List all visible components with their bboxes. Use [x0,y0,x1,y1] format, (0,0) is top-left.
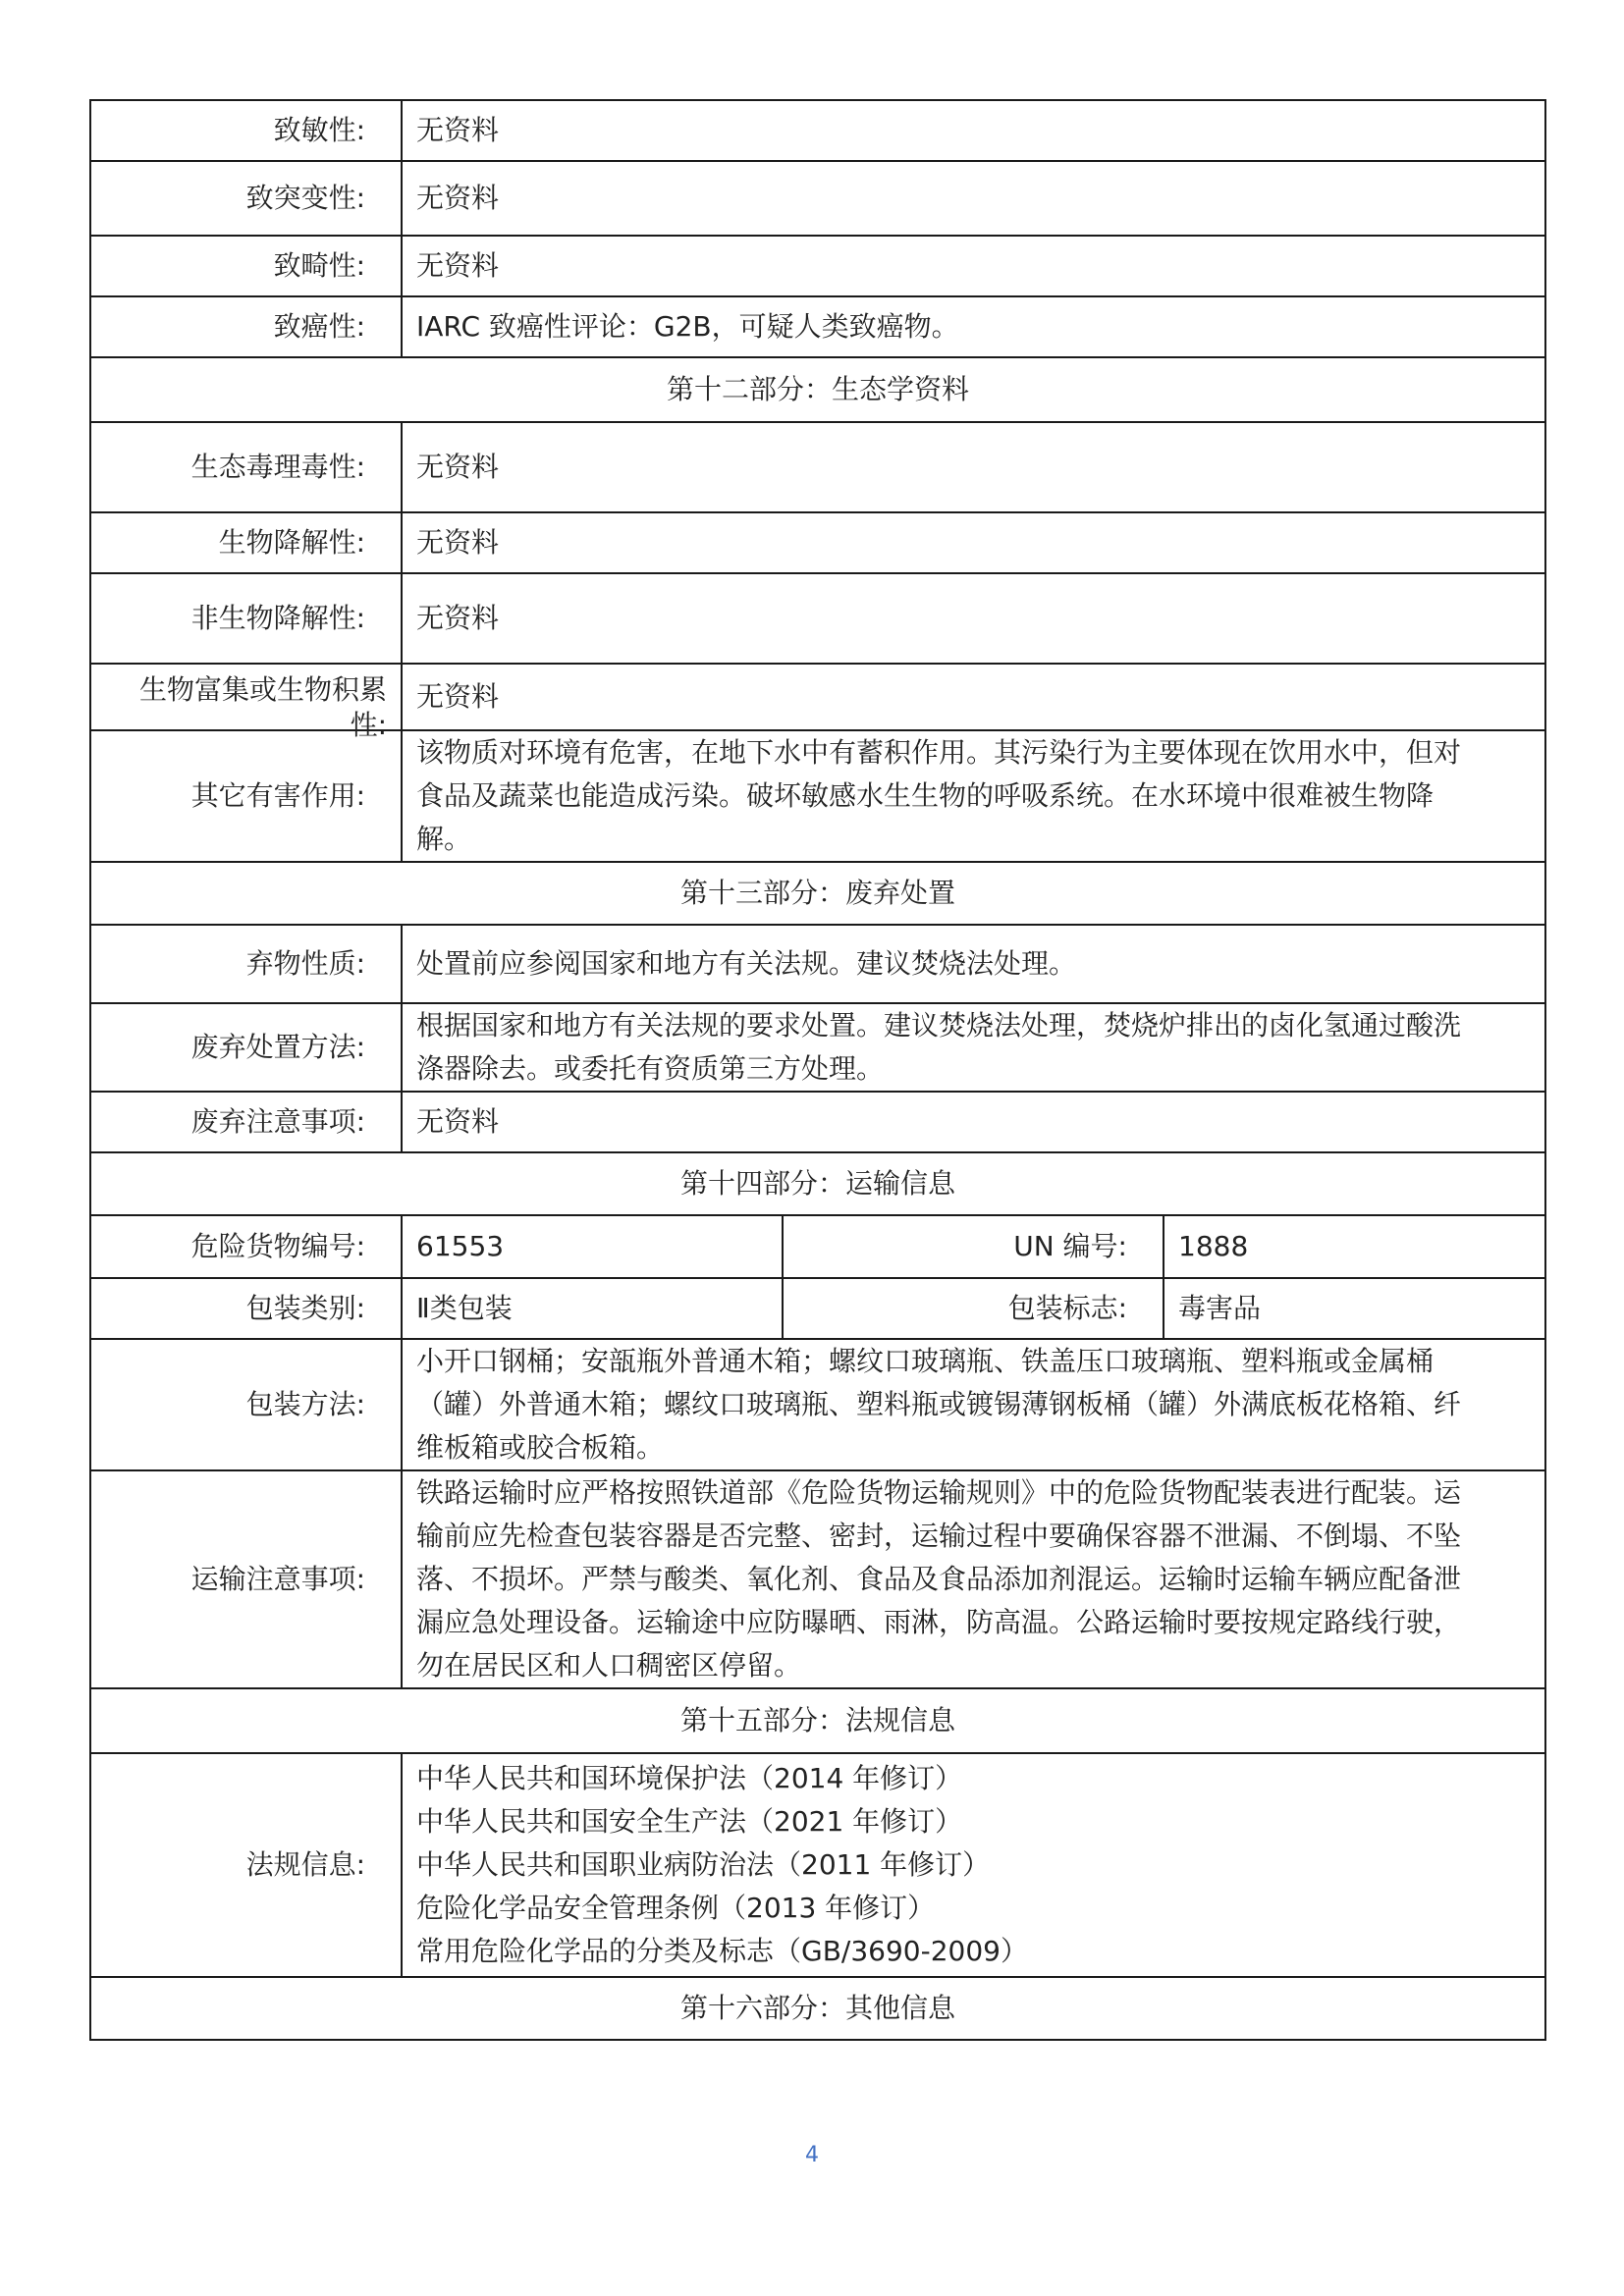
packing-mark-value: 毒害品 [1164,1278,1545,1339]
sensitization-label: 致敏性: [90,100,402,161]
row-transport-notes [90,1470,1545,1688]
text-line: 根据国家和地方有关法规的要求处置。建议焚烧法处理，焚烧炉排出的卤化氢通过酸洗 [416,1009,1462,1041]
biodegradability-label: 生物降解性: [90,512,402,573]
bioaccumulation-label [90,664,402,741]
packing-method-value [402,1339,1545,1470]
nonbiodegradability-label: 非生物降解性: [90,573,402,664]
mutagenicity-label: 致突变性: [90,161,402,236]
row-section14-heading [90,1152,1545,1215]
text-line: 解。 [416,823,472,855]
row-packing-group [90,1278,1545,1339]
nonbiodegradability-value: 无资料 [402,573,1545,664]
row-section15-heading [90,1688,1545,1753]
regulation-item: 中华人民共和国环境保护法（2014 年修订） [416,1762,963,1794]
text-line: 涤器除去。或委托有资质第三方处理。 [416,1052,885,1085]
bioaccumulation-label-text: 生物富集或生物积累性: [138,673,387,741]
transport-notes-value [402,1470,1545,1688]
row-regulations [90,1753,1545,1977]
row-ecotoxicity [90,422,1545,512]
carcinogenicity-value: IARC 致癌性评论：G2B，可疑人类致癌物。 [402,296,1545,357]
section14-heading: 第十四部分：运输信息 [90,1152,1545,1215]
text-line: 输前应先检查包装容器是否完整、密封，运输过程中要确保容器不泄漏、不倒塌、不坠 [416,1520,1462,1552]
regulation-item: 中华人民共和国职业病防治法（2011 年修订） [416,1848,991,1881]
un-number-value: 1888 [1164,1215,1545,1278]
regulation-item: 常用危险化学品的分类及标志（GB/3690-2009） [416,1935,1028,1967]
ecotoxicity-label: 生态毒理毒性: [90,422,402,512]
disposal-notes-label: 废弃注意事项: [90,1092,402,1152]
text-line: 勿在居民区和人口稠密区停留。 [416,1649,802,1682]
mutagenicity-value: 无资料 [402,161,1545,236]
disposal-notes-value: 无资料 [402,1092,1545,1152]
row-mutagenicity [90,161,1545,236]
page-number: 4 [805,2143,819,2167]
text-line: （罐）外普通木箱；螺纹口玻璃瓶、塑料瓶或镀锡薄钢板桶（罐）外满底板花格箱、纤 [416,1388,1462,1420]
row-sensitization [90,100,1545,161]
waste-nature-value: 处置前应参阅国家和地方有关法规。建议焚烧法处理。 [402,925,1545,1003]
row-disposal-notes [90,1092,1545,1152]
other-effects-value [402,730,1545,862]
disposal-method-value [402,1003,1545,1092]
text-line: 落、不损坏。严禁与酸类、氧化剂、食品及食品添加剂混运。运输时运输车辆应配备泄 [416,1563,1462,1595]
packing-method-label: 包装方法: [90,1339,402,1470]
regulations-value [402,1753,1545,1977]
sensitization-value: 无资料 [402,100,1545,161]
other-effects-label: 其它有害作用: [90,730,402,862]
packing-group-label: 包装类别: [90,1278,402,1339]
row-biodegradability [90,512,1545,573]
text-line: 食品及蔬菜也能造成污染。破坏敏感水生生物的呼吸系统。在水环境中很难被生物降 [416,779,1435,812]
msds-table [89,99,1546,2041]
dg-number-label: 危险货物编号: [90,1215,402,1278]
un-number-label: UN 编号: [783,1215,1164,1278]
section13-heading: 第十三部分：废弃处置 [90,862,1545,925]
text-line: 漏应急处理设备。运输途中应防曝晒、雨淋，防高温。公路运输时要按规定路线行驶， [416,1606,1462,1638]
text-line: 维板箱或胶合板箱。 [416,1431,665,1464]
row-bioaccumulation [90,664,1545,730]
section15-heading: 第十五部分：法规信息 [90,1688,1545,1753]
row-disposal-method [90,1003,1545,1092]
row-dg-number [90,1215,1545,1278]
row-carcinogenicity [90,296,1545,357]
text-line: 小开口钢桶；安瓿瓶外普通木箱；螺纹口玻璃瓶、铁盖压口玻璃瓶、塑料瓶或金属桶 [416,1345,1435,1377]
row-other-effects [90,730,1545,862]
bioaccumulation-value: 无资料 [402,664,1545,730]
teratogenicity-label: 致畸性: [90,236,402,296]
section16-heading: 第十六部分：其他信息 [90,1977,1545,2040]
biodegradability-value: 无资料 [402,512,1545,573]
row-nonbiodegradability [90,573,1545,664]
row-waste-nature [90,925,1545,1003]
carcinogenicity-label: 致癌性: [90,296,402,357]
packing-mark-label: 包装标志: [783,1278,1164,1339]
row-section16-heading [90,1977,1545,2040]
waste-nature-label: 弃物性质: [90,925,402,1003]
row-packing-method [90,1339,1545,1470]
regulation-item: 中华人民共和国安全生产法（2021 年修订） [416,1805,963,1838]
ecotoxicity-value: 无资料 [402,422,1545,512]
disposal-method-label: 废弃处置方法: [90,1003,402,1092]
regulation-item: 危险化学品安全管理条例（2013 年修订） [416,1892,936,1924]
regulations-label: 法规信息: [90,1753,402,1977]
transport-notes-label: 运输注意事项: [90,1470,402,1688]
row-teratogenicity [90,236,1545,296]
teratogenicity-value: 无资料 [402,236,1545,296]
dg-number-value: 61553 [402,1215,783,1278]
packing-group-value: Ⅱ类包装 [402,1278,783,1339]
text-line: 铁路运输时应严格按照铁道部《危险货物运输规则》中的危险货物配装表进行配装。运 [416,1476,1462,1509]
row-section13-heading [90,862,1545,925]
text-line: 该物质对环境有危害，在地下水中有蓄积作用。其污染行为主要体现在饮用水中，但对 [416,736,1462,769]
section12-heading: 第十二部分：生态学资料 [90,357,1545,422]
row-section12-heading [90,357,1545,422]
